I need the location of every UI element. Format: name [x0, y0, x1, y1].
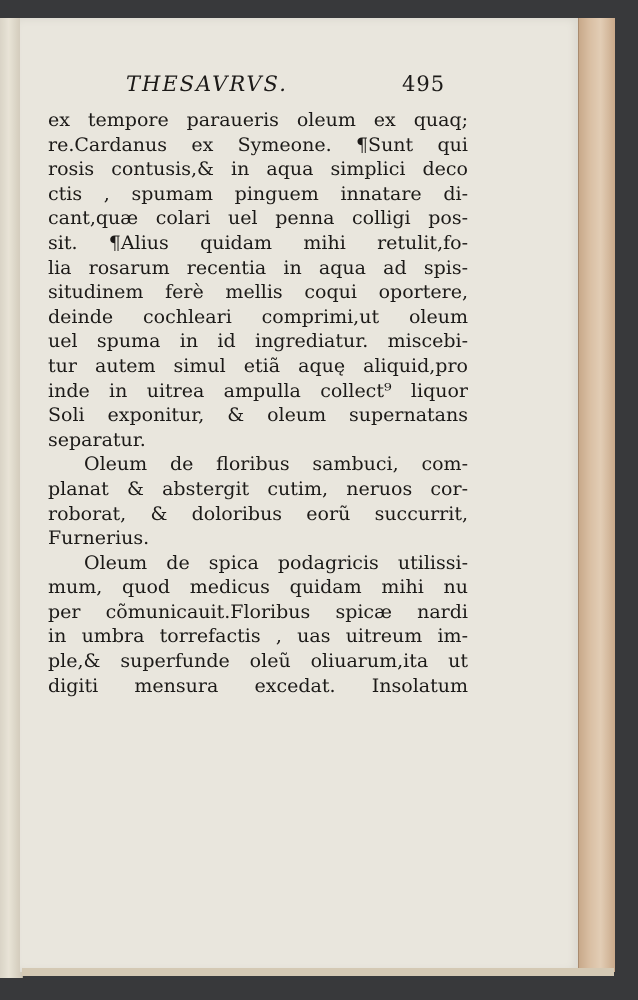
page-bottom-edge — [22, 968, 614, 976]
text-line: roborat, & doloribus eorũ succurrit, — [48, 502, 468, 525]
text-line: ctis , spumam pinguem innatare di- — [48, 182, 468, 205]
text-line: Furnerius. — [48, 527, 150, 550]
text-line: in umbra torrefactis , uas uitreum im- — [48, 625, 468, 648]
text-line: ex tempore paraueris oleum ex quaq; — [48, 109, 468, 131]
text-line: sit. ¶Alius quidam mihi retulit,fo- — [48, 231, 468, 254]
text-line: Soli exponitur, & oleum supernatans — [48, 404, 468, 427]
text-line: uel spuma in id ingrediatur. miscebi- — [48, 330, 468, 353]
text-line: situdinem ferè mellis coqui oportere, — [48, 281, 468, 304]
text-line: inde in uitrea ampulla collect⁹ liquor — [48, 379, 468, 402]
page-number: 495 — [402, 72, 446, 96]
text-line: deinde cochleari comprimi,ut oleum — [48, 305, 468, 328]
text-line: cant,quæ colari uel penna colligi pos- — [48, 207, 468, 230]
text-line: per cõmunicauit.Floribus spicæ nardi — [48, 600, 468, 623]
text-line: Oleum de floribus sambuci, com- — [84, 453, 468, 476]
right-page-edge — [578, 18, 615, 972]
text-line: digiti mensura excedat. Insolatum — [48, 674, 468, 697]
text-line: lia rosarum recentia in aqua ad spis- — [48, 256, 468, 279]
text-line: rosis contusis,& in aqua simplici deco — [48, 158, 468, 181]
body-text — [48, 108, 468, 698]
text-line: ple,& superfunde oleũ oliuarum,ita ut — [48, 650, 468, 673]
text-line: Oleum de spica podagricis utilissi- — [84, 551, 468, 574]
text-line: re.Cardanus ex Symeone. ¶Sunt qui — [48, 133, 468, 156]
text-line: separatur. — [48, 428, 146, 451]
text-line: tur autem simul etiã aquę aliquid,pro — [48, 354, 468, 377]
text-line: planat & abstergit cutim, neruos cor- — [48, 477, 468, 500]
running-head — [106, 72, 466, 102]
running-head-title: THESAVRVS. — [126, 72, 288, 96]
text-line: mum, quod medicus quidam mihi nu — [48, 576, 468, 599]
